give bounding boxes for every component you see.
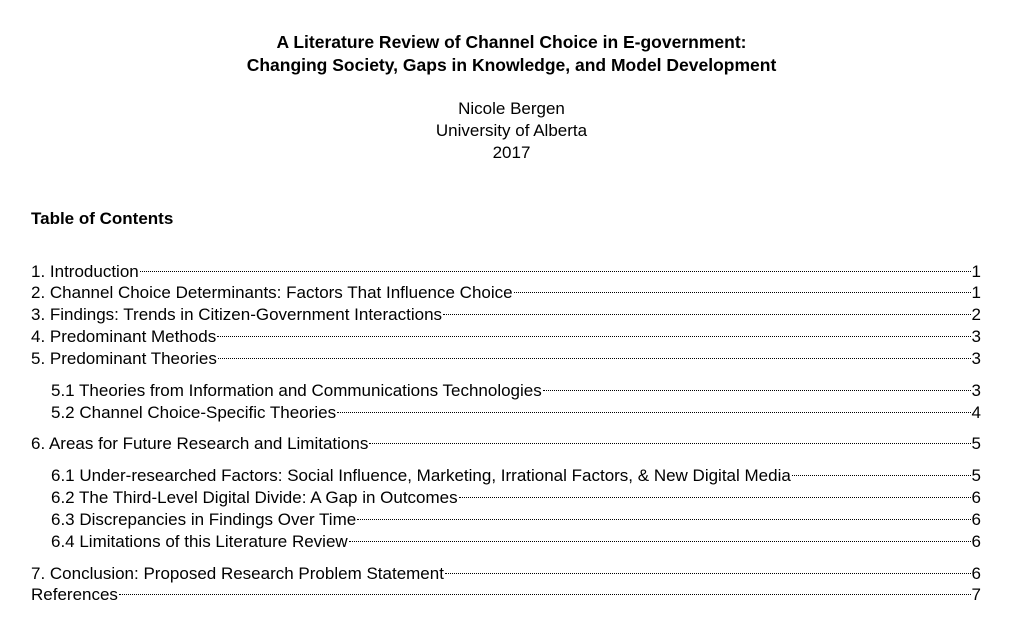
toc-leader bbox=[459, 481, 971, 503]
toc-page-number: 3 bbox=[971, 381, 981, 400]
toc-entry-title: References bbox=[31, 585, 118, 604]
toc-leader bbox=[792, 459, 971, 481]
toc-page-number: 6 bbox=[971, 564, 981, 583]
toc-page-number: 4 bbox=[971, 403, 981, 422]
toc-entry-channel-choice-theories[interactable] bbox=[51, 396, 981, 424]
toc-page-number: 5 bbox=[971, 434, 981, 453]
author-institution: University of Alberta bbox=[435, 121, 588, 140]
toc-leader bbox=[369, 427, 970, 449]
title-line-2: Changing Society, Gaps in Knowledge, and Model Development bbox=[246, 55, 777, 75]
publication-year: 2017 bbox=[492, 143, 531, 162]
toc-leader bbox=[543, 374, 971, 396]
author-block bbox=[0, 98, 1023, 164]
toc-entry-title: 6.2 The Third-Level Digital Divide: A Gap in Outcomes bbox=[51, 488, 458, 507]
title-line-1: A Literature Review of Channel Choice in E-government: bbox=[276, 32, 747, 52]
toc-entry-title: 6.1 Under-researched Factors: Social Influence, Marketing, Irrational Factors, & New Digital Media bbox=[51, 466, 791, 485]
toc-leader bbox=[218, 342, 971, 364]
toc-leader bbox=[443, 298, 971, 320]
toc-entry-title: 6.3 Discrepancies in Findings Over Time bbox=[51, 510, 357, 529]
toc-page-number: 1 bbox=[971, 262, 981, 281]
toc-leader bbox=[337, 396, 970, 418]
toc-entry-title: 1. Introduction bbox=[31, 262, 139, 281]
toc-entry-future-research[interactable] bbox=[31, 427, 981, 455]
toc-entry-title: 3. Findings: Trends in Citizen-Government Interactions bbox=[31, 305, 443, 324]
toc-page-number: 5 bbox=[971, 466, 981, 485]
toc-leader bbox=[445, 557, 971, 579]
toc-entry-title: 5. Predominant Theories bbox=[31, 349, 217, 368]
document-title bbox=[0, 31, 1023, 77]
toc-entry-title: 5.1 Theories from Information and Communications Technologies bbox=[51, 381, 542, 400]
toc-heading: Table of Contents bbox=[31, 209, 174, 228]
toc-page-number: 1 bbox=[971, 283, 981, 302]
toc-page-number: 6 bbox=[971, 510, 981, 529]
toc-page-number: 3 bbox=[971, 349, 981, 368]
toc-leader bbox=[357, 503, 970, 525]
toc-entry-title: 2. Channel Choice Determinants: Factors That Influence Choice bbox=[31, 283, 513, 302]
toc-entry-title: 7. Conclusion: Proposed Research Problem Statement bbox=[31, 564, 444, 583]
toc-leader bbox=[140, 255, 971, 277]
toc-page-number: 6 bbox=[971, 532, 981, 551]
toc-entry-title: 6. Areas for Future Research and Limitations bbox=[31, 434, 369, 453]
toc-entry-title: 6.4 Limitations of this Literature Review bbox=[51, 532, 348, 551]
toc-entry-references[interactable] bbox=[31, 578, 981, 606]
toc-leader bbox=[217, 320, 970, 342]
toc-entry-predominant-theories[interactable] bbox=[31, 342, 981, 370]
toc-entry-limitations[interactable] bbox=[51, 525, 981, 553]
toc-page-number: 2 bbox=[971, 305, 981, 324]
toc-leader bbox=[514, 276, 971, 298]
toc-page-number: 3 bbox=[971, 327, 981, 346]
author-name: Nicole Bergen bbox=[458, 99, 565, 118]
toc-entry-title: 4. Predominant Methods bbox=[31, 327, 217, 346]
toc-entry-title: 5.2 Channel Choice-Specific Theories bbox=[51, 403, 337, 422]
toc-page-number: 7 bbox=[971, 585, 981, 604]
toc-leader bbox=[349, 525, 971, 547]
toc-leader bbox=[119, 578, 971, 600]
toc-page-number: 6 bbox=[971, 488, 981, 507]
